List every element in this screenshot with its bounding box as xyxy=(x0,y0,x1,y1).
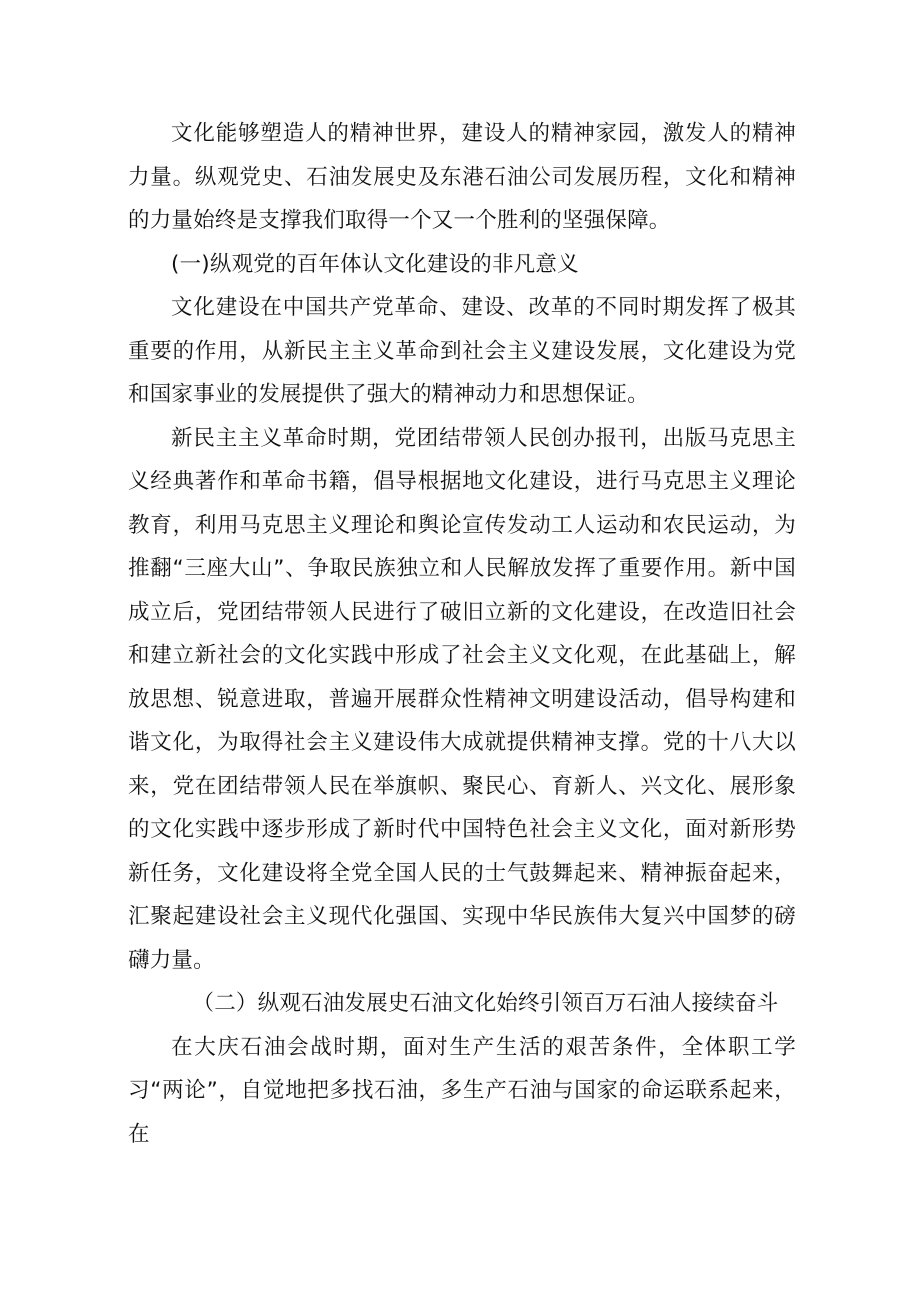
paragraph-revolution-period: 新民主主义革命时期，党团结带领人民创办报刊，出版马克思主义经典著作和革命书籍，倡导根据地文化建设，进行马克思主义理论教育，利用马克思主义理论和舆论宣传发动工人运动和农民运动，为推翻“三座大山”、争取民族独立和人民解放发挥了重要作用。新中国成立后，党团结带领人民进行了破旧立新的文化建设，在改造旧社会和建立新社会的文化实践中形成了社会主义文化观，在此基础上，解放思想、锐意进取，普遍开展群众性精神文明建设活动，倡导构建和谐文化，为取得社会主义建设伟大成就提供精神支撑。党的十八大以来，党在团结带领人民在举旗帜、聚民心、育新人、兴文化、展形象的文化实践中逐步形成了新时代中国特色社会主义文化，面对新形势新任务，文化建设将全党全国人民的士气鼓舞起来、精神振奋起来，汇聚起建设社会主义现代化强国、实现中华民族伟大复兴中国梦的磅礴力量。 xyxy=(128,425,796,973)
paragraph-daqing-campaign: 在大庆石油会战时期，面对生产生活的艰苦条件，全体职工学习“两论”，自觉地把多找石油，多生产石油与国家的命运联系起来，在 xyxy=(128,1034,796,1147)
section-heading-petroleum-history: （二）纵观石油发展史石油文化始终引领百万石油人接续奋斗 xyxy=(192,991,779,1016)
paragraph-culture-building-role: 文化建设在中国共产党革命、建设、改革的不同时期发挥了极其重要的作用，从新民主主义革命到社会主义建设发展，文化建设为党和国家事业的发展提供了强大的精神动力和思想保证。 xyxy=(128,295,796,407)
section-heading-party-history: (一)纵观党的百年体认文化建设的非凡意义 xyxy=(171,251,579,277)
document-body xyxy=(128,112,796,1156)
paragraph-culture-intro: 文化能够塑造人的精神世界，建设人的精神家园，激发人的精神力量。纵观党史、石油发展史及东港石油公司发展历程，文化和精神的力量始终是支撑我们取得一个又一个胜利的坚强保障。 xyxy=(128,121,796,233)
